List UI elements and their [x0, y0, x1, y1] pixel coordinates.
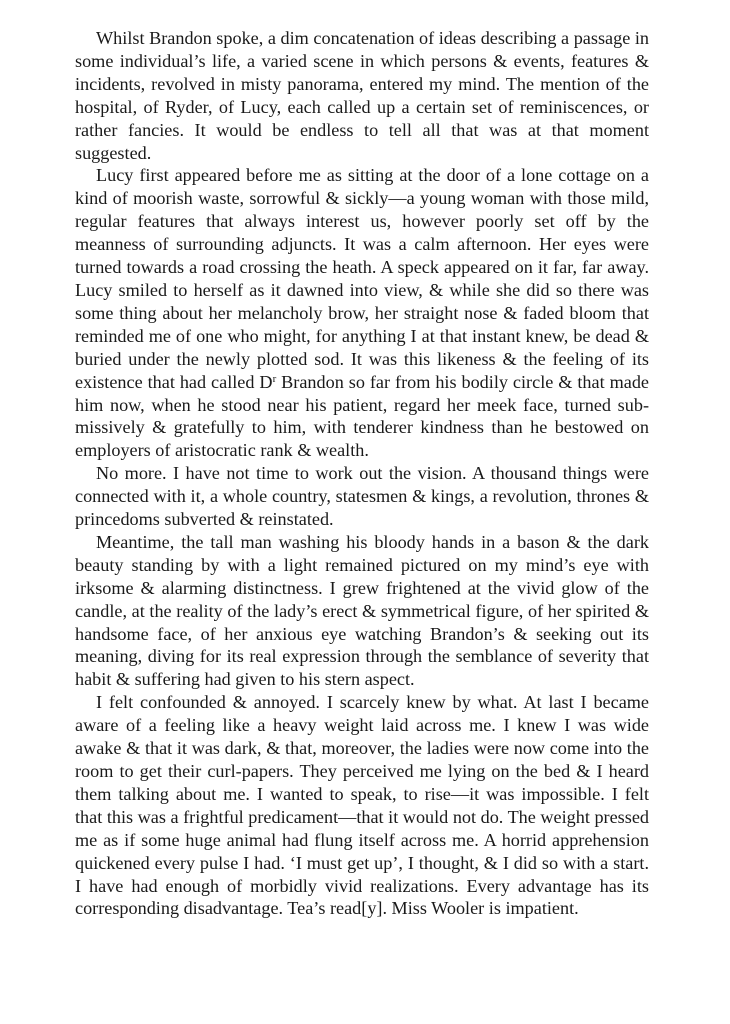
superscript-r: r	[272, 372, 277, 385]
body-text	[75, 27, 649, 920]
paragraph-1: Whilst Brandon spoke, a dim concatenation of ideas describing a passage in some individual’s life, a varied scene in which persons & events, features & incidents, revolved in misty panorama, entered my mind. The mention of the hospital, of Ryder, of Lucy, each called up a certain set of reminiscences, or rather fancies. It would be endless to tell all that was at that moment suggested.	[75, 28, 649, 163]
paragraph-4: Meantime, the tall man washing his bloody hands in a bason & the dark beauty standing by with a light remained pictured on my mind’s eye with irksome & alarming distinctness. I grew frightened at the vivid glow of the candle, at the reality of the lady’s erect & symmetrical figure, of her spirited & handsome face, of her anxious eye watching Brandon’s & seeking out its meaning, diving for its real expression through the semblance of severity that habit & suffering had given to his stern aspect.	[75, 531, 649, 690]
paragraph-5: I felt confounded & annoyed. I scarcely knew by what. At last I became aware of a feeling like a heavy weight laid across me. I knew I was wide awake & that it was dark, & that, moreover, the ladies were now come into the room to get their curl-papers. They perceived me lying on the bed & I heard them talking about me. I wanted to speak, to rise—it was impossible. I felt that this was a frightful predicament—that it would not do. The weight pressed me as if some huge animal had flung itself across me. A horrid apprehension quickened every pulse I had. ‘I must get up’, I thought, & I did so with a start. I have had enough of morbidly vivid realizations. Every advantage has its corresponding disadvantage. Tea’s read[y]. Miss Wooler is impatient.	[75, 692, 649, 919]
paragraph-2-part-2: Brandon so far from his bodily circle & that made him now, when he stood near his patient, regard her meek face, turned submissively & gratefully to him, with tenderer kindness than he bestowed on employers of aristocratic rank & wealth.	[75, 371, 649, 461]
paragraph-2-part-1: Lucy first appeared before me as sitting at the door of a lone cottage on a kind of moorish waste, sorrowful & sickly—a young woman with those mild, regular features that always interest us, however poorly set off by the meanness of surrounding adjuncts. It was a calm afternoon. Her eyes were turned towards a road crossing the heath. A speck appeared on it far, far away. Lucy smiled to herself as it dawned into view, & while she did so there was some thing about her melancholy brow, her straight nose & faded bloom that reminded me of one who might, for anything I at that instant knew, be dead & buried under the newly plotted sod. It was this likeness & the feeling of its existence that had called D	[75, 165, 649, 392]
paragraph-2	[75, 164, 649, 462]
paragraph-3: No more. I have not time to work out the vision. A thousand things were connected with it, a whole country, statesmen & kings, a revolution, thrones & princedoms subverted & reinstated.	[75, 463, 649, 530]
